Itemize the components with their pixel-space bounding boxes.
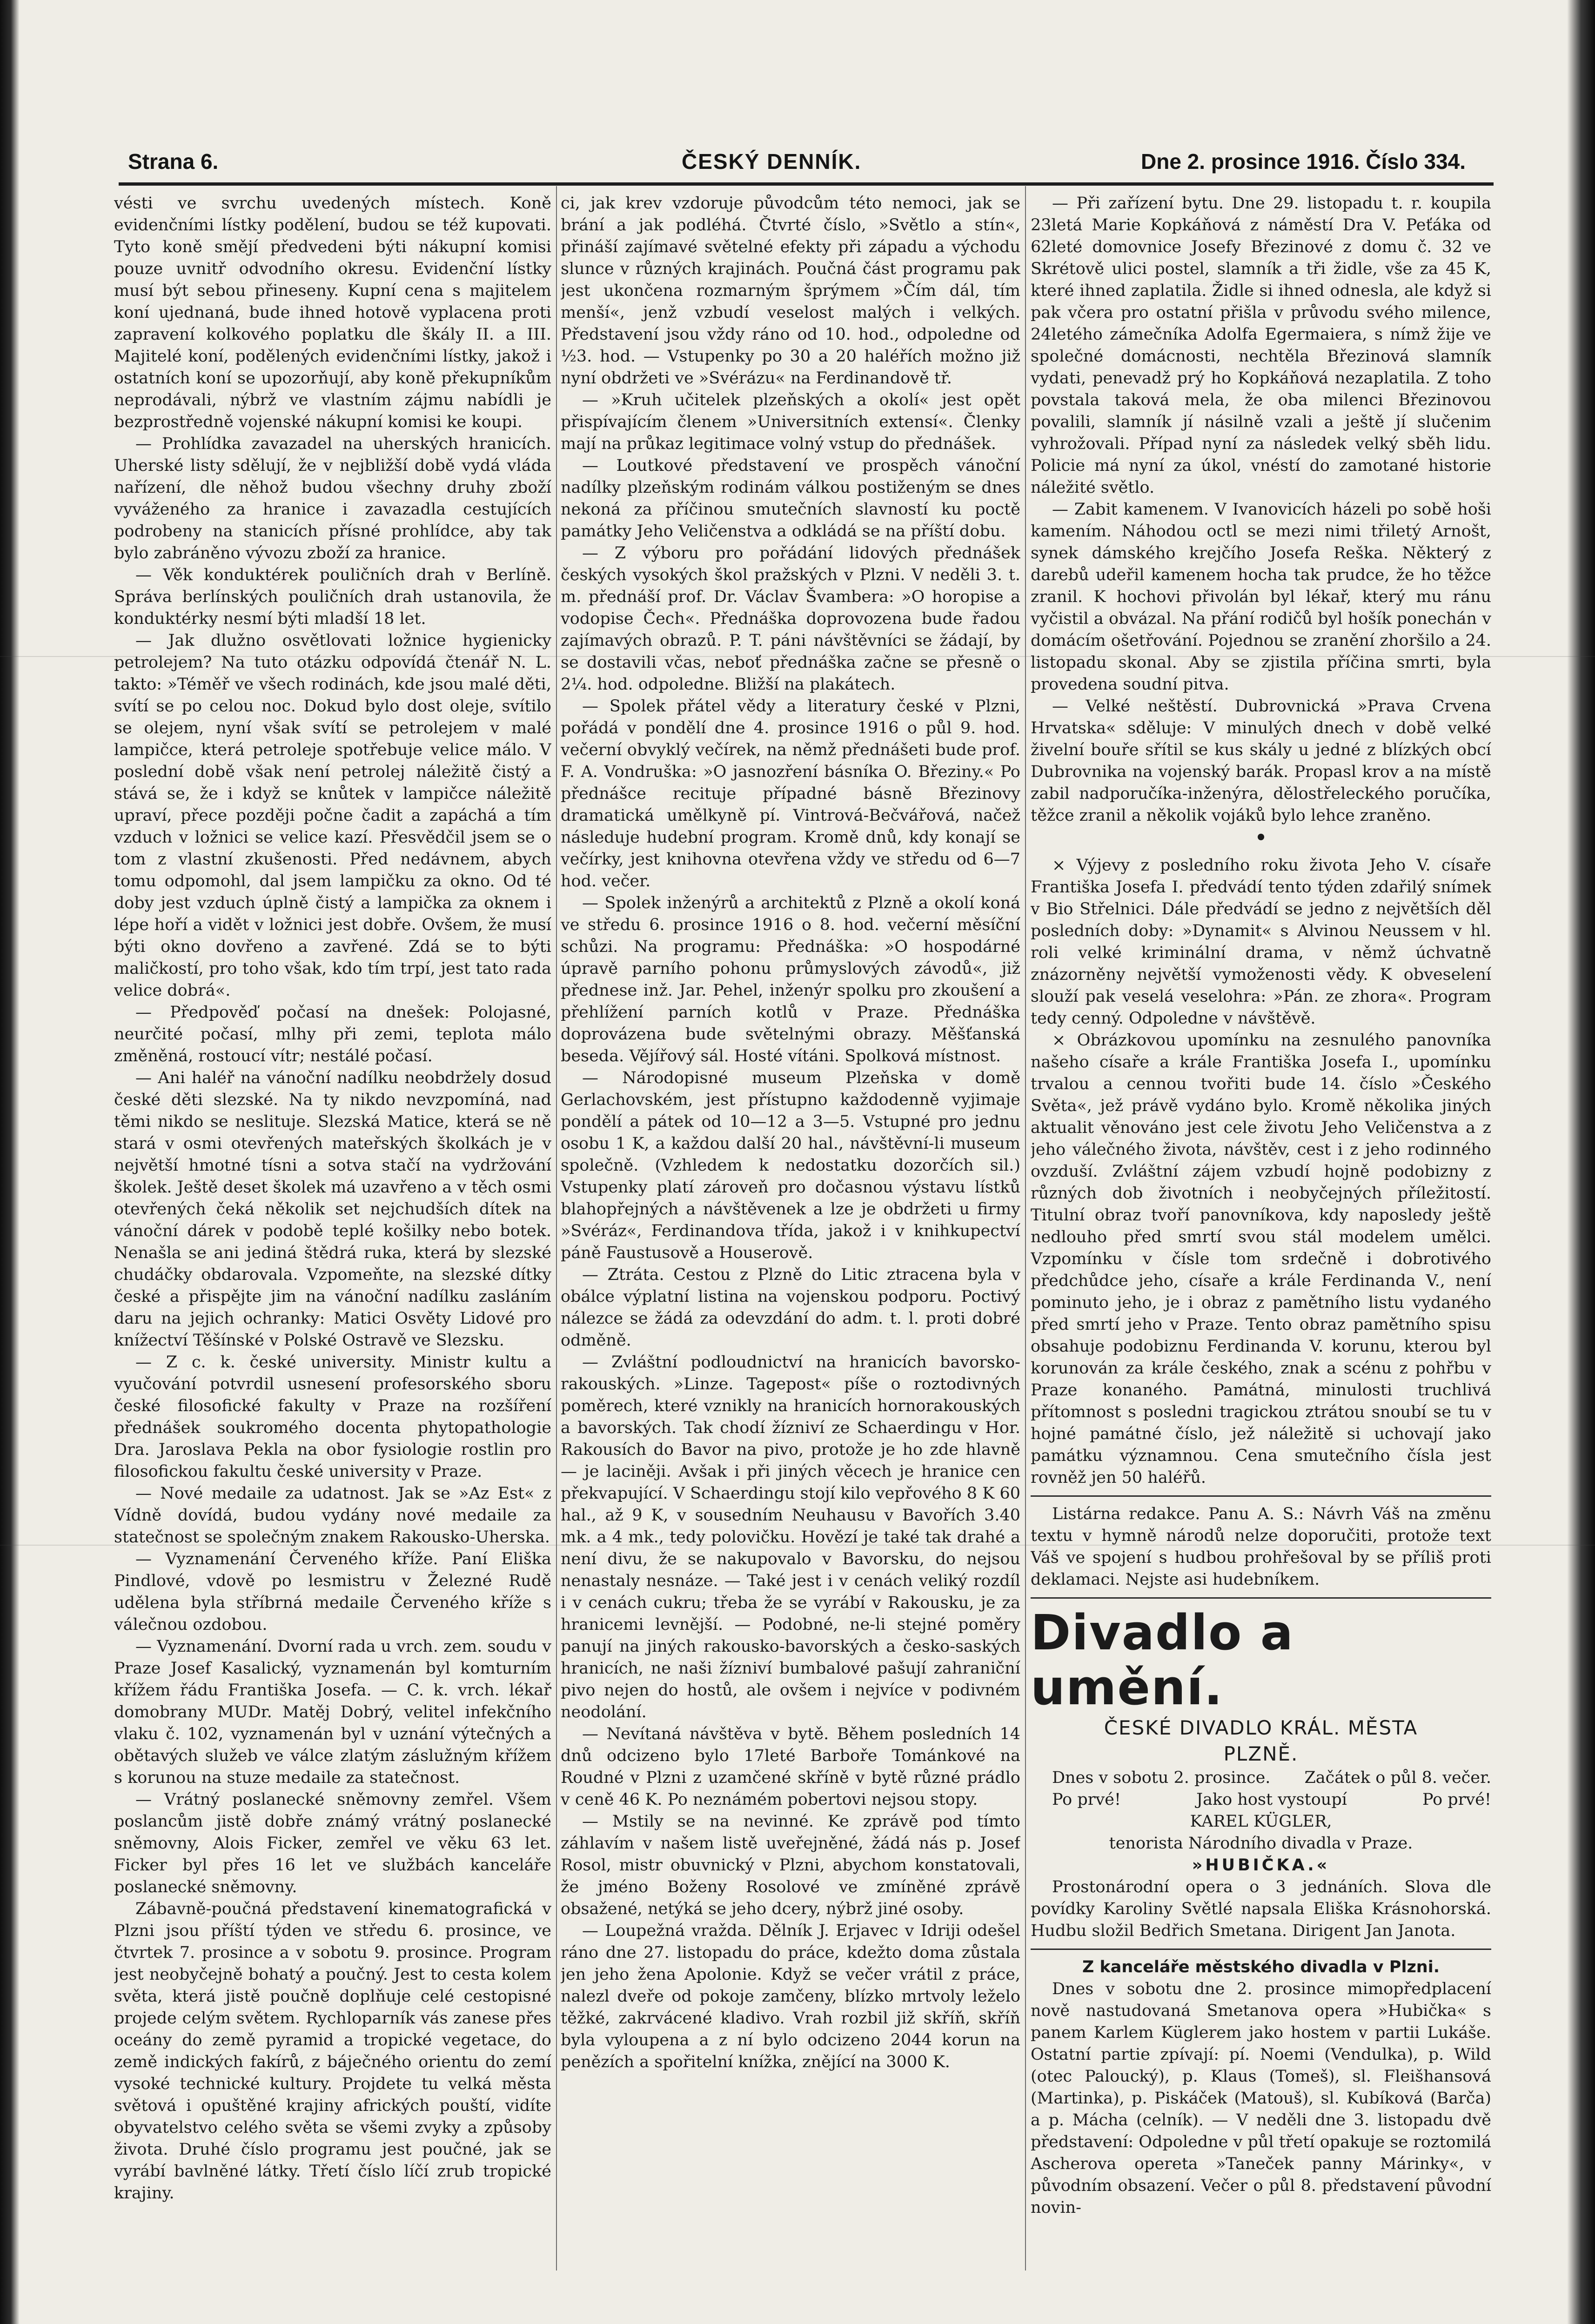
article-paragraph: × Výjevy z posledního roku života Jeho V. císaře Františka Josefa I. předvádí tento týden zdařilý snímek v Bio Střelnici. Dále předvádí se jedno z největších děl posledních doby: »Dynamit« s Alvinou Neussem v hl. roli velké kriminální drama, v němž úchvatně znázorněny největší vymoženosti vědy. K obveselení slouží pak veselá veselohra: »Pán. ze zhora«. Program tedy cenný. Odpoledne v návštěvě.: [1031, 856, 1491, 1028]
article-paragraph: — Loutkové představení ve prospěch vánoční nadílky plzeňským rodinám válkou postiženým se dnes nekoná za příčinou smutečních slavností ku poctě památky Jeho Veličenstva a odkládá se na příští dobu.: [561, 456, 1020, 541]
opera-title: »HUBIČKA.«: [1192, 1856, 1330, 1875]
article-paragraph: — Nevítaná návštěva v bytě. Během posledních 14 dnů odcizeno bylo 17leté Barboře Tománkové na Roudné v Plzni z uzamčené skříně v bytě různé prádlo v ceně 46 K. Po neznámém pobertovi nejsou stopy.: [561, 1725, 1020, 1809]
article-paragraph: — Velké neštěstí. Dubrovnická »Prava Crvena Hrvatska« sděluje: V minulých dnech v době velké živelní bouře sřítil se kus skály u jedné z blízkých obcí Dubrovnika na vojenský barák. Propasl krov a na místě zabil nadporučíka-inženýra, dělostřeleckého poručíka, těžce zranil a několik vojáků bylo lehce zraněno.: [1031, 697, 1491, 825]
scan-edge-left: [0, 0, 20, 2324]
column-3: [1031, 193, 1491, 2296]
article-paragraph: — Ztráta. Cestou z Plzně do Litic ztracena byla v obálce výplatní listina na vojenskou podporu. Poctivý nálezce se žádá za odevzdání do adm. t. l. proti dobré odměně.: [561, 1266, 1020, 1350]
article-paragraph: — Zvláštní podloudnictví na hranicích bavorsko-rakouských. »Linze. Tagepost« píše o roztodivných poměrech, které vznikly na hranicích hornorakouských a bavorských. Tak chodí žízniví ze Schaerdingu v Hor. Rakousích do Bavor na pivo, protože je ho zde hlavně — je laciněji. Avšak i při jiných věcech je hranice cen překvapující. V Schaerdingu stojí kilo vepřového 8 K 60 hal., až 9 K, v sousedním Neuhausu v Bavořích 3.40 mk. a 4 mk., tedy polovičku. Hovězí je také tak drahé a není divu, že se nakupovalo v Bavorsku, do nejsou nenastaly nesnáze. — Také jest i v cenách veliký rozdíl i v cenách cukru; třeba že se vyrábí v Rakousku, je za hranicemi levnější. — Podobné, ne-li stejné poměry panují na jiných rakousko-bavorských a česko-saských hranicích, ne naši žízniví bumbalové pašují zahraniční pivo nejen do hostů, ale ovšem i nejvíce v podivném neodolání.: [561, 1353, 1020, 1721]
column-3-cinema: [1031, 855, 1491, 1489]
editor-mailbox: Listárna redakce. Panu A. S.: Návrh Váš na změnu textu v hymně národů nelze doporučiti, protože text Váš ve spojení s hudbou prohřešoval by se příliš proti deklamaci. Nejste asi hudebníkem.: [1031, 1505, 1491, 1589]
theatre-city: PLZNĚ.: [1223, 1742, 1299, 1765]
guest-row: [1031, 1789, 1491, 1811]
article-paragraph: — Vyznamenání Červeného kříže. Paní Eliška Pindlové, vdově po lesmistru v Železné Rudě udělena byla stříbrná medaile Červeného kříže s válečnou ozdobou.: [114, 1550, 551, 1634]
article-paragraph: ci, jak krev vzdoruje původcům této nemoci, jak se brání a jak podléhá. Čtvrté číslo, »Světlo a stín«, přináší zajímavé světelné efekty při západu a východu slunce v různých krajinách. Poučná část programu pak jest ukončena rozmarným šprýmem »Čím dál, tím menší«, jenž vzbudí veselost malých i velkých. Představení jsou vždy ráno od 10. hod., odpoledne od ½3. hod. — Vstupenky po 30 a 20 haléřích možno již nyní obdržeti ve »Svérázu« na Ferdinandově tř.: [561, 194, 1020, 388]
guest-intro: Jako host vystoupí: [1196, 1790, 1347, 1809]
column-1: [114, 193, 551, 2296]
column-divider: [556, 186, 557, 2270]
article-paragraph: — Vrátný poslanecké sněmovny zemřel. Všem poslancům jistě dobře známý vrátný poslanecké sněmovny, Alois Ficker, zemřel ve věku 63 let. Ficker byl přes 16 let ve službách kanceláře poslanecké sněmovny.: [114, 1790, 551, 1896]
newspaper-title: ČESKÝ DENNÍK.: [682, 149, 862, 174]
article-paragraph: × Obrázkovou upomínku na zesnulého panovníka našeho císaře a krále Františka Josefa I., upomínku trvalou a cennou tvořiti bude 14. číslo »Českého Světa«, jež právě vydáno bylo. Kromě několika jiných aktualit věnováno jest cele životu Jeho Veličenstva a z jeho válečného života, návštěv, cest i z jeho rodinného ovzduší. Zvláštní zájem vzbudí hojně podobizny z různých dob životních i neobyčejných příležitostí. Titulní obraz tvoří panovníkova, kdy naposledy ještě nedlouho před smrtí svou stál modelem umělci. Vzpomínku v čísle tom srdečně i dobrotivého předchůdce jeho, císaře a krále Ferdinanda V., není pominuto jeho, je i obraz z pamětního listu vydaného před smrtí jeho v Praze. Tento obraz pamětního spisu obsahuje podobiznu Ferdinanda V. korunu, kterou byl korunován za krále českého, znak a scénu z pohřbu v Praze konaného. Památná, minulosti truchlivá přítomnost s posledni tragickou ztrátou snoubí se tu v hojné památné číslo, jež náležitě si uchovají jako památku významnou. Cena smutečního čísla jest rovněž jen 50 haléřů.: [1031, 1031, 1491, 1487]
article-paragraph: — Ani haléř na vánoční nadílku neobdržely dosud české děti slezské. Na ty nikdo nevzpomíná, nad těmi nikdo se neslituje. Slezská Matice, která se ně stará v osmi otevřených mateřských školkách je v největší hmotné tísni a sotva stačí na vydržování školek. Ještě deset školek má uzavřeno a v těch osmi otevřených čeká několik set nejchudších dítek na vánoční dárek v podobě teplé košilky nebo botek. Nenašla se ani jediná štědrá ruka, která by slezské chudáčky obdarovala. Vzpomeňte, na slezské dítky české a přispějte jim na vánoční nadílku zasláním daru na jejich ochranky: Matici Osvěty Lidové pro knížectví Těšínské v Polské Ostravě ve Slezsku.: [114, 1069, 551, 1350]
article-paragraph: — »Kruh učitelek plzeňských a okolí« jest opět přispívajícím členem »Universitních extensí«. Členky mají na průkaz legitimace volný vstup do přednášek.: [561, 391, 1020, 453]
article-paragraph: — Zabit kamenem. V Ivanovicích házeli po sobě hoši kamením. Náhodou octl se mezi nimi třiletý Arnošt, synek dámského krejčího Josefa Reška. Některý z darebů udeřil kamenem hocha tak prudce, že ho těžce zranil. K hochovi přivolán byl lékař, který mu ránu vyčistil a obvázal. Na přání rodičů byl hošík ponechán v domácím ošetřování. Pojednou se zranění zhoršilo a 24. listopadu skonal. Aby se zjistila příčina smrti, byla provedena soudní pitva.: [1031, 500, 1491, 694]
theatre-office-text: Dnes v sobotu dne 2. prosince mimopředplacení nově nastudovaná Smetanova opera »Hubička« s panem Karlem Küglerem jako hostem v partii Lukáše. Ostatní partie zpívají: pí. Noemi (Vendulka), p. Wild (otec Paloucký), p. Klaus (Tomeš), sl. Fleišhansová (Martinka), p. Piskáček (Matouš), sl. Kubíková (Barča) a p. Mácha (celník). — V neděli dne 3. listopadu dvě představení: Odpoledne v půl třetí opakuje se roztomilá Ascherova opereta »Taneček panny Márinky«, v původním obsazení. Večer o půl 8. představení původní novin-: [1031, 1980, 1491, 2217]
column-divider: [1025, 186, 1026, 2270]
article-paragraph: — Národopisné museum Plzeňska v domě Gerlachovském, jest přístupno každodenně vyjimaje pondělí a pátek od 10—12 a 3—5. Vstupné pro jednu osobu 1 K, a každou další 20 hal., návštěvní-li museum společně. (Vzhledem k nedostatku dozorčích sil.) Vstupenky platí zároveň pro dočasnou výstavu lístků blahopřejných a návštěvenek a lze je obdržeti u firmy »Svéráz«, Ferdinandova třída, jakož i v knihkupectví páně Faustusově a Houserově.: [561, 1069, 1020, 1262]
theatre-name: ČESKÉ DIVADLO KRÁL. MĚSTA: [1104, 1716, 1418, 1739]
article-paragraph: — Předpověď počasí na dnešek: Polojasné, neurčité počasí, mlhy při zemi, teplota málo změněná, rostoucí vítr; nestálé počasí.: [114, 1003, 551, 1065]
article-paragraph: vésti ve svrchu uvedených místech. Koně evidenčními lístky podělení, budou se též kupovati. Tyto koně smějí předvedeni býti nákupní komisi pouze uvnitř odvodního okresu. Evidenční lístky musí být sebou přineseny. Kupní cena s majitelem koní ujednaná, bude ihned hotově vyplacena proti zapravení kolkového poplatku dle škály II. a III. Majitelé koní, podělených evidenčními lístky, jakož i ostatních koní se upozorňují, aby koně překupníkům neprodávali, nýbrž ve vlastním zájmu nabídli je bezprostředně vojenské nákupní komisi ke koupi.: [114, 194, 551, 431]
first-time-left: Po prvé!: [1052, 1790, 1121, 1809]
first-time-right: Po prvé!: [1422, 1790, 1491, 1809]
theatre-section-title: Divadlo a umění.: [1031, 1604, 1294, 1716]
page-number: Strana 6.: [128, 149, 219, 174]
article-paragraph: Zábavně-poučná představení kinematografická v Plzni jsou příští týden ve středu 6. prosince, ve čtvrtek 7. prosince a v sobotu 9. prosince. Program jest neobyčejně bohatý a poučný. Jest to cesta kolem světa, která jistě poučně doplňuje celé cestopisné projede celým světem. Rychloparník vás zanese přes oceány do země pyramid a tropické vegetace, do země indických fakírů, z báječného orientu do zemí vysoké technické kultury. Projdete tu velká města světová i opuštěné krajiny afrických pouští, vidíte obyvatelstvo celého světa se všemi zvyky a způsoby života. Druhé číslo programu jest poučné, jak se vyrábí bavlněné látky. Třetí číslo líčí zrub tropické krajiny.: [114, 1900, 551, 2203]
article-paragraph: — Věk konduktérek pouličních drah v Berlíně. Správa berlínských pouličních drah ustanovila, že konduktérky nesmí býti mladší 18 let.: [114, 566, 551, 628]
page-header: [109, 145, 1484, 181]
article-paragraph: — Mstily se na nevinné. Ke zprávě pod tímto záhlavím v našem listě uveřejněné, žádá nás p. Josef Rosol, mistr obuvnický v Plzni, abychom konstatovali, že jméno Boženy Rosolové ve zmíněné zprávě obsažené, netýká se jeho dcery, nýbrž jiné osoby.: [561, 1812, 1020, 1918]
column-3-news: [1031, 193, 1491, 827]
article-paragraph: — Vyznamenání. Dvorní rada u vrch. zem. soudu v Praze Josef Kasalický, vyznamenán byl komturním křížem řádu Františka Josefa. — C. k. vrch. lékař domobrany MUDr. Matěj Dobrý, velitel infekčního vlaku č. 102, vyznamenán byl v uznání výtečných a obětavých služeb ve válce zlatým záslužným křížem s korunou na stuze medaile za statečnost.: [114, 1637, 551, 1787]
section-dot: •: [1255, 827, 1267, 849]
article-paragraph: — Prohlídka zavazadel na uherských hranicích. Uherské listy sdělují, že v nejbližší době vydá vláda nařízení, dle něhož budou všechny druhy zboží vyváženého za hranice i zavazadla cestujících podrobeny na stanicích přísné prohlídce, aby tak bylo zabráněno vývozu zboží za hranice.: [114, 435, 551, 563]
article-paragraph: — Spolek přátel vědy a literatury české v Plzni, pořádá v pondělí dne 4. prosince 1916 o půl 9. hod. večerní obvyklý večírek, na němž přednášeti bude prof. F. A. Vondruška: »O jasnozření básníka O. Březiny.« Po přednášce recituje případné básně Březinovy dramatická umělkyně pí. Vintrová-Bečvářová, načež následuje hudební program. Kromě dnů, kdy konají se večírky, jest knihovna otevřena vždy ve středu od 6—7 hod. večer.: [561, 697, 1020, 891]
article-paragraph: — Loupežná vražda. Dělník J. Erjavec v Idriji odešel ráno dne 27. listopadu do práce, kdežto doma zůstala jen jeho žena Apolonie. Když se večer vrátil z práce, nalezl dveře od pokoje zamčeny, blízko mrtvoly leželo těžké, zakrvácené kladivo. Vrah rozbil již skříň, skříň byla vyloupena a z ní bylo odcizeno 2044 korun na penězích a spořitelní knížka, znějící na 3000 K.: [561, 1922, 1020, 2071]
article-paragraph: — Nové medaile za udatnost. Jak se »Az Est« z Vídně dovídá, budou vydány nové medaile za statečnost se společným znakem Rakousko-Uherska.: [114, 1484, 551, 1547]
performance-time-row: [1031, 1767, 1491, 1789]
section-rule: [1031, 1597, 1491, 1599]
issue-date: Dne 2. prosince 1916. Číslo 334.: [1141, 149, 1466, 174]
article-paragraph: — Z c. k. české university. Ministr kultu a vyučování potvrdil usnesení profesorského sboru české filosofické fakulty v Praze na rozšíření přednášek soukromého docenta phytopathologie Dra. Jaroslava Pekla na obor fysiologie rostlin pro filosofickou fakultu české university v Praze.: [114, 1353, 551, 1481]
article-paragraph: — Jak dlužno osvětlovati ložnice hygienicky petrolejem? Na tuto otázku odpovídá čtenář N. L. takto: »Téměř ve všech rodinách, kde jsou malé děti, svítí se po celou noc. Dokud bylo dost oleje, svítilo se olejem, nyní však svítí se petrolejem v malé lampičce, která petroleje spotřebuje velice málo. V poslední době však není petrolej náležitě čistý a stává se, že i když se knůtek v lampičce náležitě upraví, přece později počne čadit a zapáchá a tím vzduch v ložnici se velice kazí. Přesvědčil jsem se o tom z vlastní zkušenosti. Před nedávnem, abych tomu odpomohl, dal jsem lampičku za okno. Od té doby jest vzduch úplně čistý a lampička za oknem i lépe hoří a vidět v ložnici jest dobře. Ovšem, že musí býti okno dovřeno a zavřené. Zdá se to býti maličkostí, pro toho však, kdo tím trpí, jest tato rada velice dobrá«.: [114, 631, 551, 1000]
opera-description: Prostonárodní opera o 3 jednáních. Slova dle povídky Karoliny Světlé napsala Eliška Krásnohorská. Hudbu složil Bedřich Smetana. Dirigent Jan Janota.: [1031, 1878, 1491, 1940]
article-paragraph: — Při zařízení bytu. Dne 29. listopadu t. r. koupila 23letá Marie Kopkáňová z náměstí Dra V. Peťáka od 62leté domovnice Josefy Březinové z domu č. 32 ve Skrétově ulici postel, slamník a tři židle, vše za 45 K, které ihned zaplatila. Židle si ihned odnesla, ale když si pak včera pro ostatní přišla v průvodu svého milence, 24letého zámečníka Adolfa Egermaiera, s nímž žije ve společné domácnosti, nechtěla Březinová slamník vydati, penevadž prý ho Kopkáňová nezaplatila. Z toho povstala taková mela, že oba milenci Březinovou povalili, slamník jí násilně vzali a ještě jí slučenim vyhrožovali. Případ nyní za následek velký sběh lidu. Policie má nyní za úkol, vnéstí do zamotané historie náležité světlo.: [1031, 194, 1491, 497]
theatre-office-title: Z kanceláře městského divadla v Plzni.: [1082, 1958, 1440, 1976]
section-rule: [1031, 1949, 1491, 1950]
guest-role: tenorista Národního divadla v Praze.: [1109, 1834, 1413, 1853]
scan-edge-right: [1567, 0, 1595, 2324]
section-rule: [1031, 1495, 1491, 1497]
article-paragraph: — Spolek inženýrů a architektů z Plzně a okolí koná ve středu 6. prosince 1916 o 8. hod. večerní měsíční schůzi. Na programu: Přednáška: »O hospodárné úpravě parního pohonu průmyslových závodů«, již přednese inž. Jar. Pehel, inženýr spolku pro zkoušení a přehlížení parních kotlů v Praze. Přednáška doprovázena bude světelnými obrazy. Měšťanská beseda. Vějířový sál. Hosté vítáni. Spolková místnost.: [561, 894, 1020, 1065]
article-paragraph: — Z výboru pro pořádání lidových přednášek českých vysokých škol pražských v Plzni. V neděli 3. t. m. přednáší prof. Dr. Václav Švambera: »O horopise a vodopise Čech«. Přednáška doprovozena bude řadou zajímavých obrazů. P. T. páni návštěvníci se žádají, by se dostavili včas, neboť přednáška začne se přesně o 2¼. hod. odpoledne. Bližší na plakátech.: [561, 544, 1020, 694]
performance-date: Dnes v sobotu 2. prosince.: [1052, 1768, 1271, 1787]
guest-name: KAREL KÜGLER,: [1190, 1812, 1332, 1831]
header-rule: [119, 182, 1494, 186]
performance-start: Začátek o půl 8. večer.: [1304, 1768, 1491, 1787]
column-2: [561, 193, 1020, 2296]
